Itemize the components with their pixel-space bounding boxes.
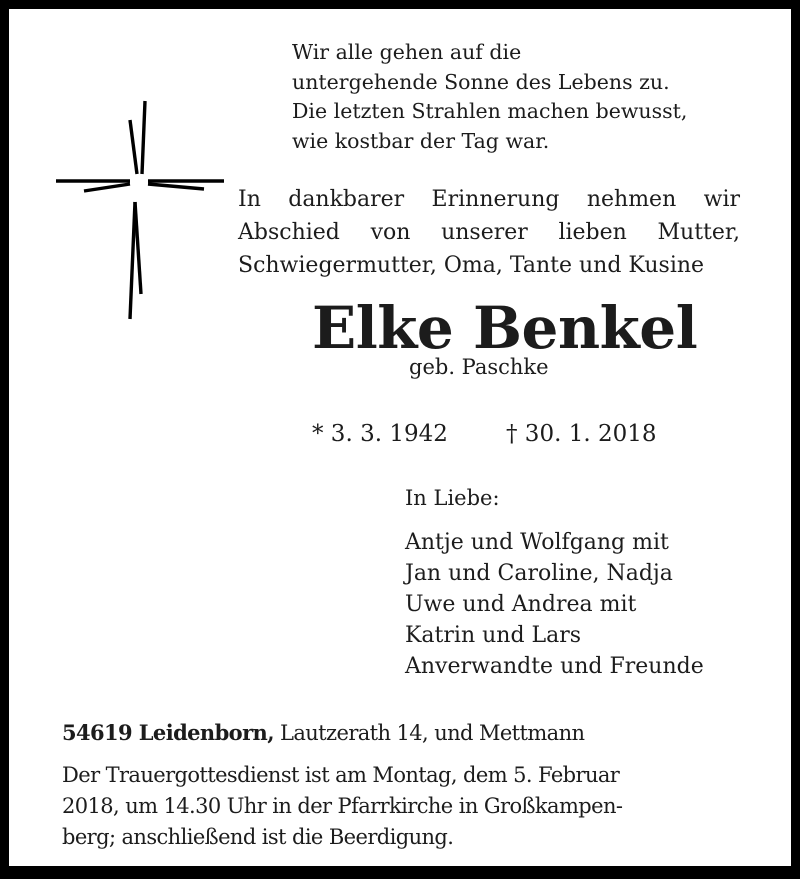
intro-text bbox=[238, 183, 740, 282]
life-dates bbox=[312, 418, 657, 450]
maiden-name: geb. Paschke bbox=[409, 355, 549, 379]
intro-line: In dankbarer Erinnerung nehmen wir bbox=[238, 187, 740, 212]
quote-line: Wir alle gehen auf die bbox=[292, 40, 522, 64]
intro-line: Schwiegermutter, Oma, Tante und Kusine bbox=[238, 253, 705, 278]
address-line bbox=[62, 718, 584, 748]
quote-line: Die letzten Strahlen machen bewusst, bbox=[292, 99, 688, 123]
quote-verse bbox=[292, 38, 687, 156]
love-label: In Liebe: bbox=[405, 486, 500, 510]
survivor-line: Jan und Caroline, Nadja bbox=[405, 561, 673, 586]
birth-date: * 3. 3. 1942 bbox=[312, 421, 448, 447]
quote-line: untergehende Sonne des Lebens zu. bbox=[292, 69, 670, 94]
service-line: berg; anschließend ist die Beerdigung. bbox=[62, 825, 454, 849]
survivor-line: Antje und Wolfgang mit bbox=[405, 530, 669, 555]
service-info bbox=[62, 760, 742, 853]
survivor-line: Anverwandte und Freunde bbox=[405, 654, 704, 679]
quote-line: wie kostbar der Tag war. bbox=[292, 128, 550, 153]
address-city: 54619 Leidenborn, bbox=[62, 720, 274, 745]
obituary-notice bbox=[9, 9, 791, 866]
survivor-line: Katrin und Lars bbox=[405, 623, 582, 648]
service-line: 2018, um 14.30 Uhr in der Pfarrkirche in Großkampen- bbox=[62, 794, 623, 818]
deceased-name: Elke Benkel bbox=[312, 294, 698, 362]
address-street: Lautzerath 14, und Mettmann bbox=[273, 721, 585, 745]
service-line: Der Trauergottesdienst ist am Montag, dem 5. Februar bbox=[62, 763, 620, 787]
survivor-line: Uwe und Andrea mit bbox=[405, 592, 637, 617]
survivors-list bbox=[405, 527, 704, 682]
death-date: † 30. 1. 2018 bbox=[506, 421, 657, 447]
cross-icon bbox=[54, 99, 226, 321]
intro-line: Abschied von unserer lieben Mutter, bbox=[238, 220, 740, 245]
